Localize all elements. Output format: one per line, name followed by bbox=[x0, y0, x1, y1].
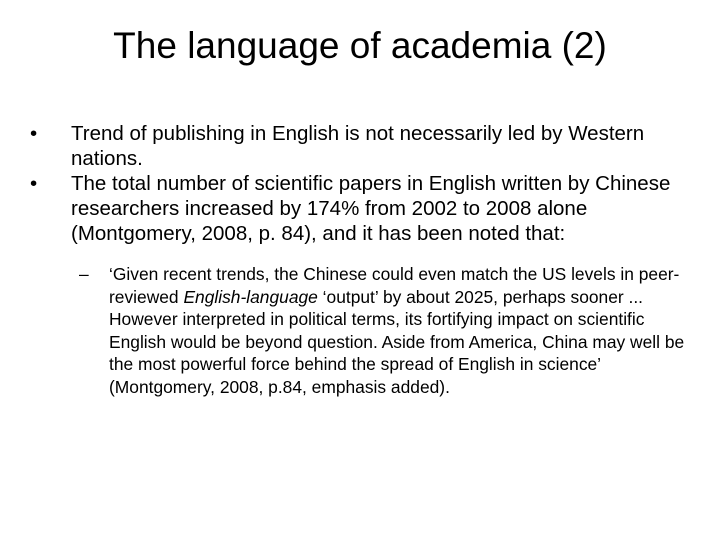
bullet-marker: • bbox=[30, 122, 38, 145]
bullet-item bbox=[30, 121, 690, 171]
bullet-text: The total number of scientific papers in English written by Chinese researchers increased by 174% from 2002 to 2008 alone (Montgomery, 2008, p. 84), and it has been noted that: bbox=[71, 172, 671, 245]
quote-text-part1: ‘Given recent trends, the Chinese could even match the US levels in peer-reviewed bbox=[109, 264, 680, 307]
slide-content bbox=[30, 121, 690, 398]
quote-sub-bullet bbox=[79, 263, 690, 398]
quote-text-part2: ‘output’ by about 2025, perhaps sooner ... However interpreted in political terms, its fortifying impact on scientific English would be beyond question. Aside from America, China may well be the most powerful force behind the spread of English in science’ (Montgomery, 2008, p.84, emphasis added). bbox=[109, 286, 685, 397]
slide-title: The language of academia (2) bbox=[113, 25, 607, 66]
bullet-text: Trend of publishing in English is not necessarily led by Western nations. bbox=[71, 122, 645, 170]
quote-emphasis: English-language bbox=[183, 286, 318, 307]
dash-marker: – bbox=[79, 264, 89, 284]
bullet-item bbox=[30, 171, 690, 246]
bullet-marker: • bbox=[30, 172, 38, 195]
